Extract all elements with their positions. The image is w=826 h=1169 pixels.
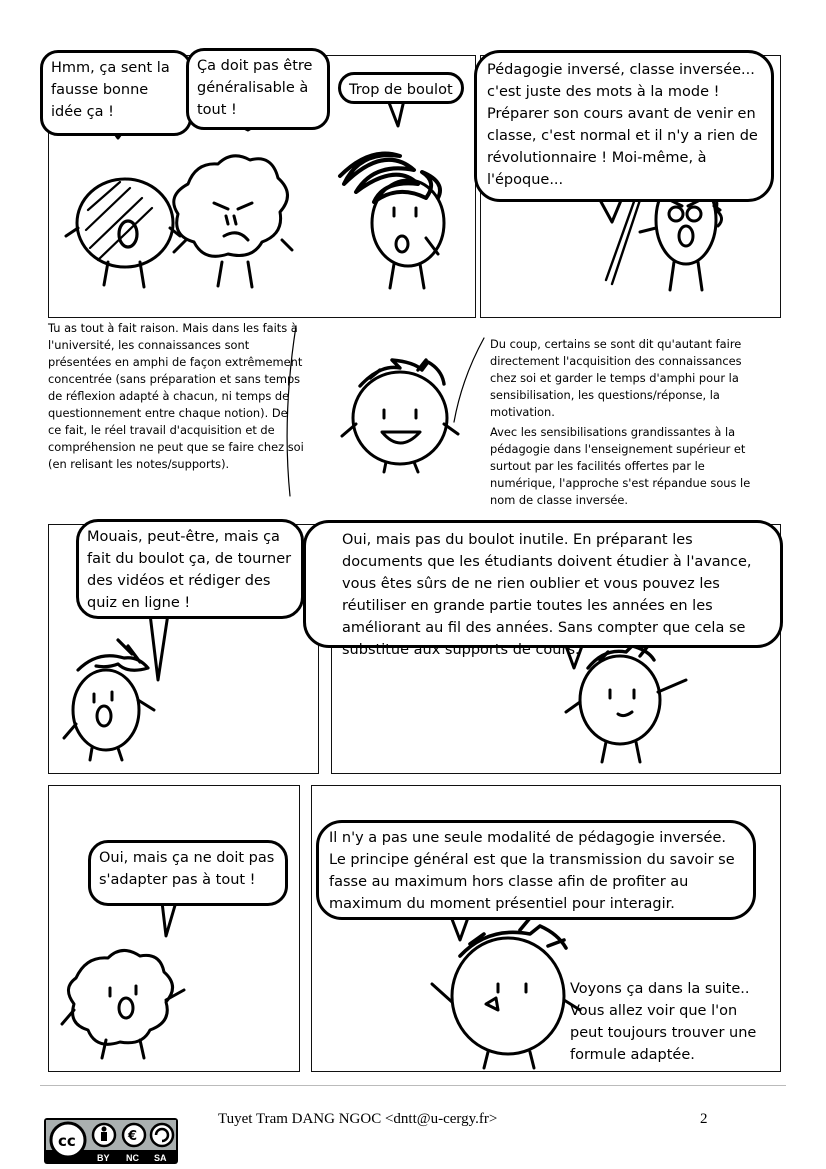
speech-bubble-narrator-long: Oui, mais pas du boulot inutile. En préparant les documents que les étudiants doivent étudier à l'avance, vous êtes sûrs de ne rien oublier et vous pouvez les réutiliser en grande partie toutes les années en les améliorant au fil des années. Sans compter que cela se substitue aux supports de cours. [303,520,783,648]
footer-author: Tuyet Tram DANG NGOC <dntt@u-cergy.fr> [218,1111,498,1127]
narration-left: Tu as tout à fait raison. Mais dans les faits à l'université, les connaissances sont présentées en amphi de façon extrêmement concentrée (sans préparation et sans temps de réflexion adapté à chacun, ni temps de questionnement entre chaque notion). De ce fait, le réel travail d'acquisition et de compréhension ne peut que se faire chez soi (en relisant les notes/supports). [48,321,304,471]
panel-6-caption: Voyons ça dans la suite.. Vous allez voir que l'on peut toujours trouver une formule adaptée. [570,981,757,1063]
cc-license-badge [44,1118,178,1164]
svg-text:cc: cc [58,1132,76,1150]
page-number: 2 [700,1111,708,1127]
speech-bubble-narrator-final: Il n'y a pas une seule modalité de pédagogie inversée. Le principe général est que la transmission du savoir se fasse au maximum hors classe afin de profiter au maximum du moment présentiel pour interagir. [316,820,756,920]
narration-right-2: Avec les sensibilisations grandissantes à la pédagogie dans l'enseignement supérieur et surtout par les facilités offertes par le numérique, l'approche s'est répandue sous le nom de classe inversée. [490,425,751,507]
footer-divider [40,1085,786,1086]
speech-bubble-skeptic-1: Hmm, ça sent la fausse bonne idée ça ! [40,50,192,136]
cc-nc-label: NC [126,1153,139,1163]
narration-right-1: Du coup, certains se sont dit qu'autant faire directement l'acquisition des connaissances chez soi et garder le temps d'amphi pour la sensibilisation, les questions/réponse, la motivation. [490,337,742,419]
speech-bubble-professor: Pédagogie inversé, classe inversée... c'est juste des mots à la mode ! Préparer son cours avant de venir en classe, c'est normal et il n'y a rien de révolutionnaire ! Moi-même, à l'époque... [474,50,774,202]
panel-5 [48,785,300,1072]
cc-by-label: BY [97,1153,110,1163]
svg-text:€: € [128,1129,138,1144]
speech-bubble-skeptic-2: Ça doit pas être généralisable à tout ! [186,48,330,130]
speech-bubble-skeptic-3: Trop de boulot [338,72,464,104]
cc-sa-label: SA [154,1153,167,1163]
character-narrator [287,326,484,496]
speech-bubble-curly: Oui, mais ça ne doit pas s'adapter pas à tout ! [88,840,288,906]
speech-bubble-doubtful: Mouais, peut-être, mais ça fait du boulot ça, de tourner des vidéos et rédiger des quiz en ligne ! [76,519,304,619]
